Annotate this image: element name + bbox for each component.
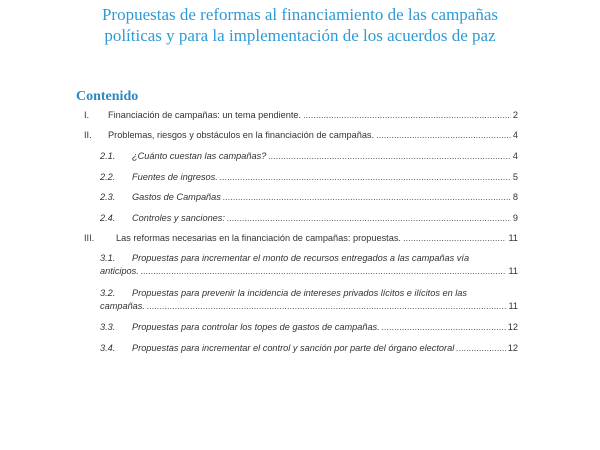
toc-entry-text: Propuestas para controlar los topes de gastos de campañas. <box>132 322 380 332</box>
toc-entry-text: Propuestas para prevenir la incidencia de intereses privados lícitos e ilícitos en las <box>132 288 468 298</box>
toc-entry-number: 2.4. <box>100 213 116 223</box>
toc-entry-text: Propuestas para incrementar el monto de recursos entregados a las campañas vía <box>132 253 470 263</box>
toc-entry-3-4[interactable] <box>100 343 518 353</box>
toc-entry-page: 4 <box>512 130 518 140</box>
toc-entry-page: 8 <box>512 192 518 202</box>
toc-entry-page: 11 <box>508 301 518 311</box>
toc-leader-dots <box>227 213 511 223</box>
toc-entry-3-3[interactable] <box>100 322 518 332</box>
toc-entry-text: Financiación de campañas: un tema pendiente. <box>108 110 302 120</box>
toc-entry-text: Fuentes de ingresos. <box>132 172 218 182</box>
toc-entry-page: 4 <box>512 151 518 161</box>
toc-entry-2-1[interactable] <box>100 151 518 161</box>
toc-entry-3-1[interactable] <box>100 252 518 278</box>
toc-entry-number: 2.3. <box>100 192 116 202</box>
toc-entry-number: III. <box>84 233 95 243</box>
toc-leader-dots <box>376 130 511 140</box>
toc-entry-number: 3.4. <box>100 343 116 353</box>
toc-entry-number: 2.1. <box>100 151 116 161</box>
toc-entry-page: 12 <box>507 322 518 332</box>
toc-entry-text-continued: anticipos. <box>100 266 139 276</box>
toc-entry-3-2[interactable] <box>100 287 518 313</box>
toc-entry-number: 3.1. <box>100 253 116 263</box>
toc-entry-text-continued: campañas. <box>100 301 145 311</box>
toc-entry-text: ¿Cuánto cuestan las campañas? <box>132 151 267 161</box>
toc-leader-dots <box>268 151 511 161</box>
toc-entry-page: 9 <box>512 213 518 223</box>
toc-entry-number: 3.3. <box>100 322 116 332</box>
toc-entry-page: 5 <box>512 172 518 182</box>
toc-leader-dots <box>141 265 507 278</box>
document-title <box>60 4 540 46</box>
toc-entry-page: 12 <box>507 343 518 353</box>
toc-entry-page: 2 <box>512 110 518 120</box>
toc-leader-dots <box>403 233 506 243</box>
document-title-line-2: políticas y para la implementación de los acuerdos de paz <box>104 26 496 45</box>
toc-entry-text: Propuestas para incrementar el control y sanción por parte del órgano electoral <box>132 343 455 353</box>
toc-leader-dots <box>456 343 506 353</box>
toc-leader-dots <box>303 110 511 120</box>
document-title-line-1: Propuestas de reformas al financiamiento de las campañas <box>101 5 499 24</box>
toc-leader-dots <box>147 300 507 313</box>
toc-entry-number: II. <box>84 130 92 140</box>
toc-entry-2-3[interactable] <box>100 192 518 202</box>
toc-entry-3[interactable] <box>84 233 518 243</box>
toc-leader-dots <box>223 192 511 202</box>
toc-leader-dots <box>220 172 511 182</box>
toc-entry-2[interactable] <box>84 130 518 140</box>
toc-entry-page: 11 <box>508 266 518 276</box>
toc-entry-2-2[interactable] <box>100 172 518 182</box>
toc-entry-1[interactable] <box>84 110 518 120</box>
toc-entry-2-4[interactable] <box>100 213 518 223</box>
toc-entry-number: 2.2. <box>100 172 116 182</box>
toc-entry-text: Gastos de Campañas <box>132 192 221 202</box>
toc-entry-text: Las reformas necesarias en la financiación de campañas: propuestas. <box>116 233 401 243</box>
toc-entry-text: Controles y sanciones: <box>132 213 225 223</box>
toc-entry-number: 3.2. <box>100 288 116 298</box>
toc-entry-number: I. <box>84 110 90 120</box>
toc-leader-dots <box>382 322 506 332</box>
toc-heading: Contenido <box>76 89 139 104</box>
toc-entry-text: Problemas, riesgos y obstáculos en la financiación de campañas. <box>108 130 375 140</box>
toc-entry-page: 11 <box>508 233 518 243</box>
